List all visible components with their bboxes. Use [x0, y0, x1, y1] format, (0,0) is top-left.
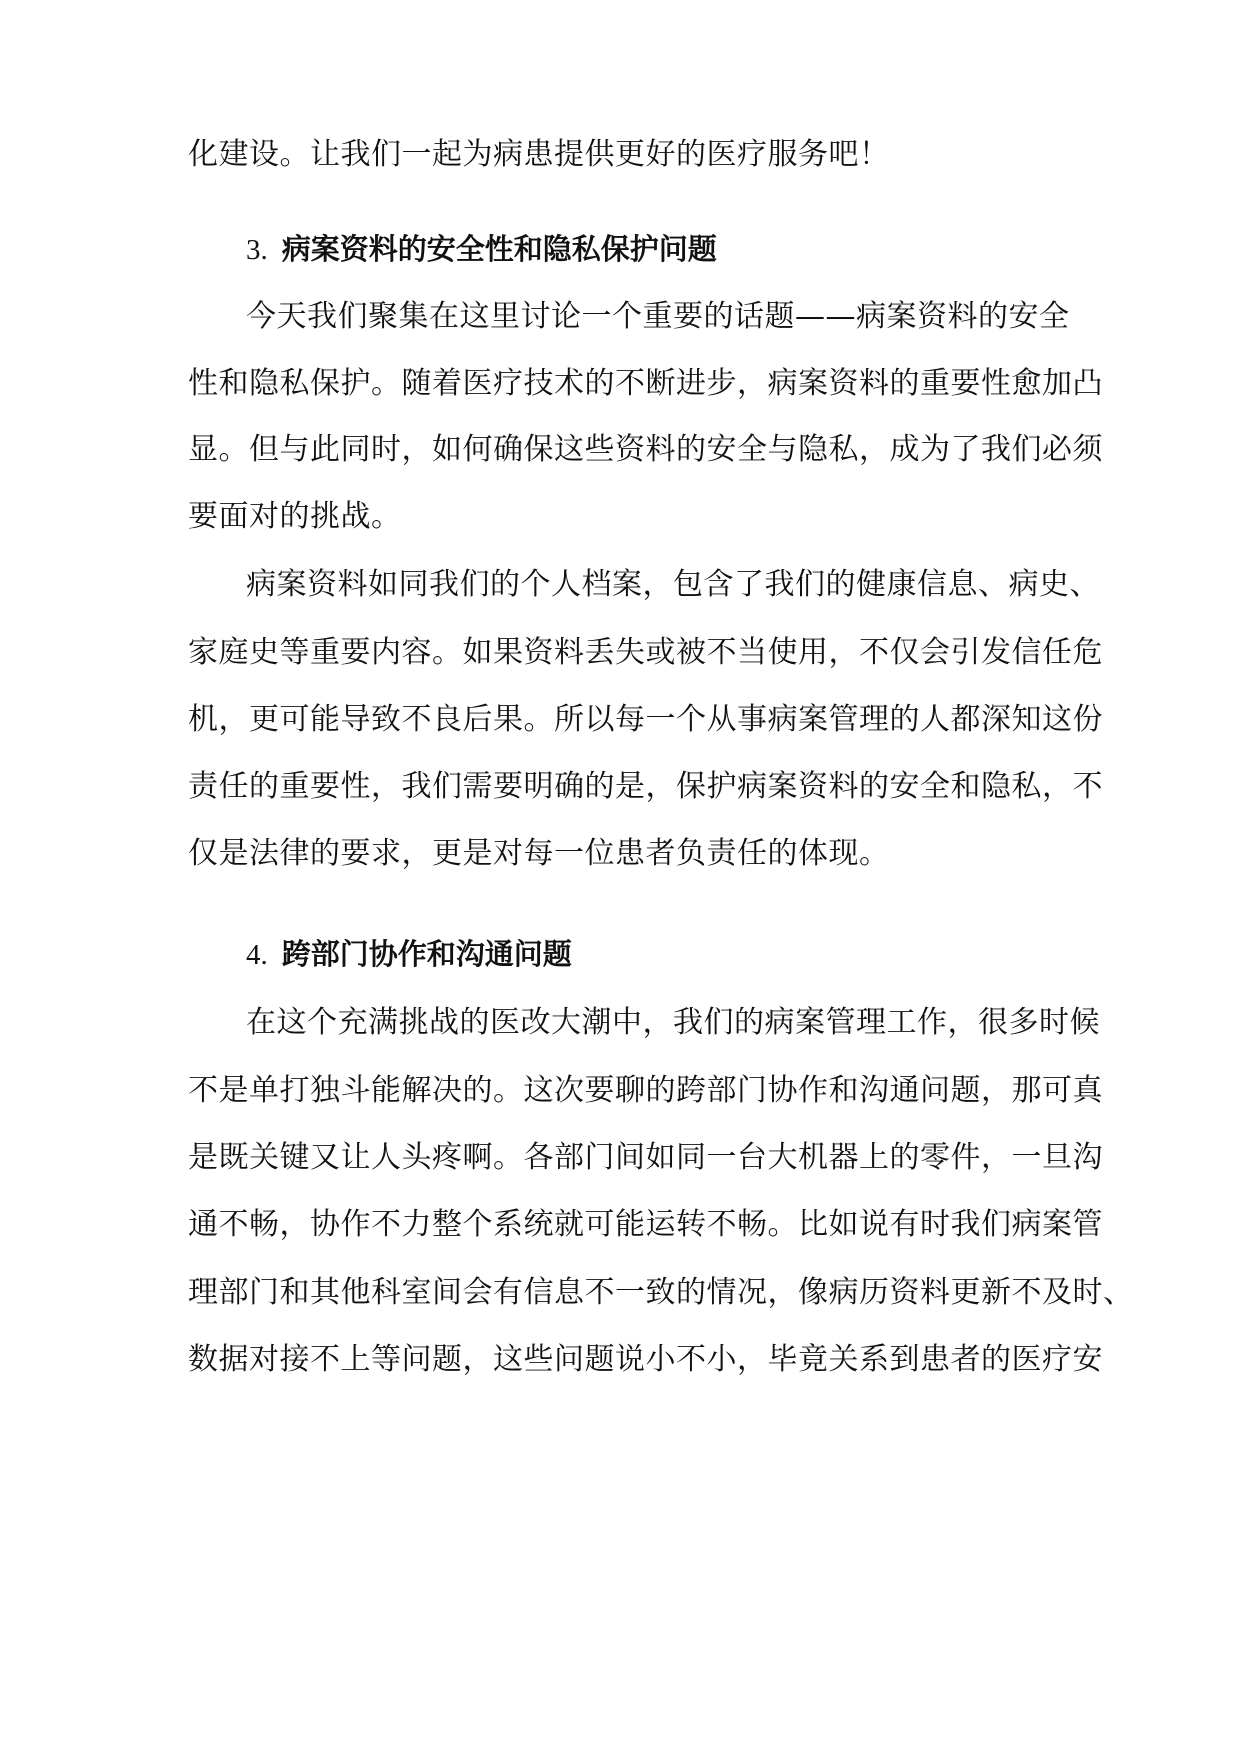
paragraph-line: 不是单打独斗能解决的。这次要聊的跨部门协作和沟通问题，那可真 [188, 1073, 1103, 1108]
paragraph-line: 今天我们聚集在这里讨论一个重要的话题——病案资料的安全 [246, 299, 1070, 334]
section-title: 病案资料的安全性和隐私保护问题 [281, 232, 717, 266]
paragraph-line: 在这个充满挑战的医改大潮中，我们的病案管理工作，很多时候 [246, 1005, 1100, 1040]
paragraph-line: 家庭史等重要内容。如果资料丢失或被不当使用，不仅会引发信任危 [188, 635, 1103, 670]
paragraph-line: 显。但与此同时，如何确保这些资料的安全与隐私，成为了我们必须 [188, 432, 1103, 467]
paragraph-line: 性和隐私保护。随着医疗技术的不断进步，病案资料的重要性愈加凸 [188, 366, 1103, 401]
paragraph-line: 数据对接不上等问题，这些问题说小不小，毕竟关系到患者的医疗安 [188, 1342, 1103, 1377]
section-heading [246, 934, 572, 975]
paragraph-line: 通不畅，协作不力整个系统就可能运转不畅。比如说有时我们病案管 [188, 1207, 1103, 1242]
paragraph-line: 责任的重要性，我们需要明确的是，保护病案资料的安全和隐私，不 [188, 769, 1103, 804]
paragraph-line: 机，更可能导致不良后果。所以每一个从事病案管理的人都深知这份 [188, 702, 1103, 737]
section-number: 3. [246, 234, 268, 266]
paragraph-line: 化建设。让我们一起为病患提供更好的医疗服务吧！ [188, 137, 890, 172]
section-heading [246, 229, 717, 270]
paragraph-line: 病案资料如同我们的个人档案，包含了我们的健康信息、病史、 [246, 567, 1100, 602]
section-title: 跨部门协作和沟通问题 [281, 937, 572, 971]
section-number: 4. [246, 939, 268, 971]
paragraph-line: 理部门和其他科室间会有信息不一致的情况，像病历资料更新不及时、 [188, 1275, 1134, 1310]
paragraph-line: 仅是法律的要求，更是对每一位患者负责任的体现。 [188, 836, 890, 871]
paragraph-line: 要面对的挑战。 [188, 499, 402, 534]
paragraph-line: 是既关键又让人头疼啊。各部门间如同一台大机器上的零件，一旦沟 [188, 1140, 1103, 1175]
